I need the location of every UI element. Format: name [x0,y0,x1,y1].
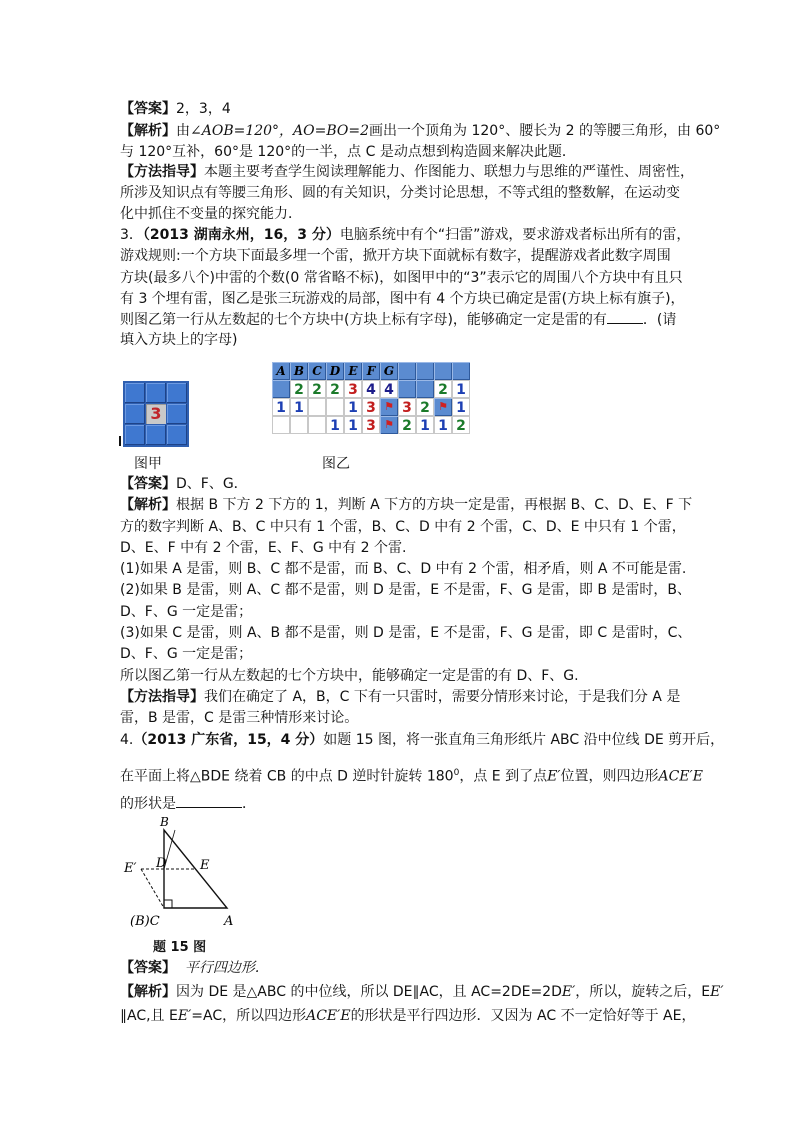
math-expression: E′ [177,1008,192,1024]
revealed-tile: 2 [434,380,452,398]
revealed-tile: 3 [344,380,362,398]
revealed-tile: 2 [416,398,434,416]
question-source: （2013 广东省，15，4 分） [133,732,324,748]
question-line [120,225,690,245]
dashed-line-e-prime-c [141,869,164,908]
label-e: E [200,858,210,873]
method-line [120,687,680,707]
hidden-tile [398,362,416,380]
answer-tag: 【答案】 [120,101,176,117]
figure-a-grid [123,381,189,447]
tile-a: A [272,362,290,380]
analysis-text: 根据 B 下方 2 下方的 1，判断 A 下方的方块一定是雷，再根据 B、C、D、E、F 下 [176,497,693,513]
triangle-figure [118,812,248,947]
tile-g: G [380,362,398,380]
grid-cell [167,404,187,424]
answer-tag: 【答案】 [120,960,176,976]
hidden-tile [416,362,434,380]
revealed-tile [290,416,308,434]
math-expression: E′ [547,768,561,785]
revealed-tile: 3 [398,398,416,416]
grid-cell [125,383,145,403]
analysis-line: D、E、F 中有 2 个雷，E、F、G 中有 2 个雷. [120,540,407,556]
analysis-line: D、F、G 一定是雷； [120,604,253,620]
answer-line [120,958,259,978]
revealed-tile: 1 [452,398,470,416]
grid-cell [146,425,166,445]
analysis-line: D、F、G 一定是雷； [120,646,253,662]
question-source: （2013 湖南永州，16，3 分） [142,227,340,243]
analysis-line [120,121,720,141]
revealed-tile: 2 [326,380,344,398]
method-tag: 【方法指导】 [120,689,204,705]
grid-cell [167,383,187,403]
math-expression: E′ [561,984,576,1000]
analysis-line [120,1006,695,1026]
question-line [120,794,256,814]
revealed-tile [308,398,326,416]
right-angle-mark [164,900,172,908]
hidden-tile [434,362,452,380]
revealed-tile: 1 [344,416,362,434]
question-line: 有 3 个埋有雷，图乙是张三玩游戏的局部，图中有 4 个方块已确定是雷(方块上标有旗子)， [120,291,685,307]
question-text: 电脑系统中有个“扫雷”游戏，要求游戏者标出所有的雷， [339,227,691,243]
analysis-line: (3)如果 C 是雷，则 A、B 都不是雷，则 D 是雷，E 不是雷，F、G 是雷，即 C 是雷时，C、 [120,625,692,641]
analysis-line: 所以图乙第一行从左数起的七个方块中，能够确定一定是雷的有 D、F、G. [120,668,579,684]
analysis-line: 与 120°互补，60°是 120°的一半，点 C 是动点想到构造圆来解决此题． [120,144,576,160]
grid-cell [125,425,145,445]
revealed-tile [326,398,344,416]
question-line [120,730,724,750]
figure-a-caption: 图甲 [134,456,162,472]
grid-number-cell: 3 [146,404,166,424]
question-text: 位置，则四边形 [560,768,659,785]
answer-line [120,474,248,494]
grid-cell [125,404,145,424]
analysis-tag: 【解析】 [120,497,176,513]
analysis-line: (1)如果 A 是雷，则 B、C 都不是雷，而 B、C、D 中有 2 个雷，相矛盾，则 A 不可能是雷. [120,561,687,577]
grid-cell [146,383,166,403]
revealed-tile: 3 [362,398,380,416]
revealed-tile: 1 [416,416,434,434]
question-text: 如题 15 图，将一张直角三角形纸片 ABC 沿中位线 DE 剪开后， [323,732,725,748]
method-line: 化中抓住不变量的探究能力． [120,206,302,222]
revealed-tile: 1 [272,398,290,416]
hidden-tile [452,362,470,380]
revealed-tile: 1 [452,380,470,398]
question-line [120,310,676,330]
revealed-tile: 1 [326,416,344,434]
flag-icon: ⚑ [434,398,452,416]
analysis-tag: 【解析】 [120,123,176,139]
analysis-line [120,495,692,515]
method-tag: 【方法指导】 [120,164,204,180]
answer-text: 平行四边形. [184,960,260,976]
tile-c: C [308,362,326,380]
label-b: B [160,815,169,829]
method-line: 所涉及知识点有等腰三角形、圆的有关知识，分类讨论思想，不等式组的整数解，在运动变 [120,185,680,201]
question-text: ． [242,796,256,812]
method-text: 我们在确定了 A，B，C 下有一只雷时，需要分情形来讨论，于是我们分 A 是 [204,689,681,705]
analysis-text: ∥AC,且 E [120,1008,178,1024]
tile-e: E [344,362,362,380]
analysis-text: 的形状是平行四边形．又因为 AC 不一定恰好等于 AE， [350,1008,696,1024]
method-line [120,162,694,182]
figure-b-grid [272,362,470,434]
figure-15-caption: 题 15 图 [153,940,207,955]
analysis-tag: 【解析】 [120,984,176,1000]
tile-b: B [290,362,308,380]
revealed-tile: 4 [362,380,380,398]
revealed-tile: 2 [398,416,416,434]
analysis-line [120,982,724,1002]
revealed-tile: 2 [308,380,326,398]
question-line [120,763,703,787]
hidden-tile [272,380,290,398]
question-line: 方块(最多八个)中雷的个数(0 常省略不标)，如图甲中的“3”表示它的周围八个方块中有且只 [120,270,683,286]
math-expression: ∠AOB=120°，AO=BO=2 [190,123,370,139]
answer-blank [176,794,242,808]
revealed-tile [308,416,326,434]
revealed-tile [272,416,290,434]
question-number: 3． [120,227,143,243]
question-text: 则图乙第一行从左数起的七个方块中(方块上标有字母)，能够确定一定是雷的有 [120,312,607,328]
question-text: 的形状是 [120,796,176,812]
analysis-text: 画出一个顶角为 120°、腰长为 2 的等腰三角形，由 60° [369,123,721,139]
math-expression: ACE′E [658,768,703,785]
method-text: 本题主要考查学生阅读理解能力、作图能力、联想力与思维的严谨性、周密性， [204,164,694,180]
question-text: 在平面上将△BDE 绕着 CB 的中点 D 逆时针旋转 180 [120,768,454,785]
analysis-text: 因为 DE 是△ABC 的中位线，所以 DE∥AC，且 AC=2DE=2D [176,984,562,1000]
flag-icon: ⚑ [380,416,398,434]
analysis-text: 由 [176,123,190,139]
question-number: 4. [120,732,134,748]
method-line: 雷，B 是雷，C 是雷三种情形来讨论。 [120,710,359,726]
analysis-line: 方的数字判断 A、B、C 中只有 1 个雷，B、C、D 中有 2 个雷，C、D、E 中只有 1 个雷， [120,519,686,535]
answer-text: D、F、G． [176,476,248,492]
question-line: 游戏规则:一个方块下面最多埋一个雷，掀开方块下面就标有数字，提醒游戏者此数字周围 [120,248,671,264]
analysis-line: (2)如果 B 是雷，则 A、C 都不是雷，则 D 是雷，E 不是雷，F、G 是雷，即 B 是雷时，B、 [120,582,692,598]
hidden-tile [416,380,434,398]
answer-blank [607,310,643,324]
label-e-prime: E′ [124,861,137,876]
revealed-tile: 2 [452,416,470,434]
figure-marker [119,436,121,446]
tile-f: F [362,362,380,380]
question-text: ，点 E 到了点 [459,768,548,785]
answer-tag: 【答案】 [120,476,176,492]
label-bc: (B)C [130,914,160,929]
revealed-tile: 1 [344,398,362,416]
degree-superscript: 0 [453,768,460,778]
hidden-tile [398,380,416,398]
label-a: A [224,914,234,929]
flag-icon: ⚑ [380,398,398,416]
answer-text: 2，3，4 [176,101,231,117]
math-expression: E′ [710,984,724,1000]
answer-line [120,99,231,119]
analysis-text: ，所以，旋转之后，E [575,984,711,1000]
question-text: ．(请 [642,312,677,328]
revealed-tile: 4 [380,380,398,398]
revealed-tile: 2 [290,380,308,398]
question-line: 填入方块上的字母) [120,332,238,348]
label-d: D [156,856,167,871]
analysis-text: =AC，所以四边形 [191,1008,307,1024]
revealed-tile: 1 [290,398,308,416]
revealed-tile: 1 [434,416,452,434]
math-expression: ACE′E [306,1008,351,1024]
tile-d: D [326,362,344,380]
revealed-tile: 3 [362,416,380,434]
figure-b-caption: 图乙 [322,456,350,472]
grid-cell [167,425,187,445]
